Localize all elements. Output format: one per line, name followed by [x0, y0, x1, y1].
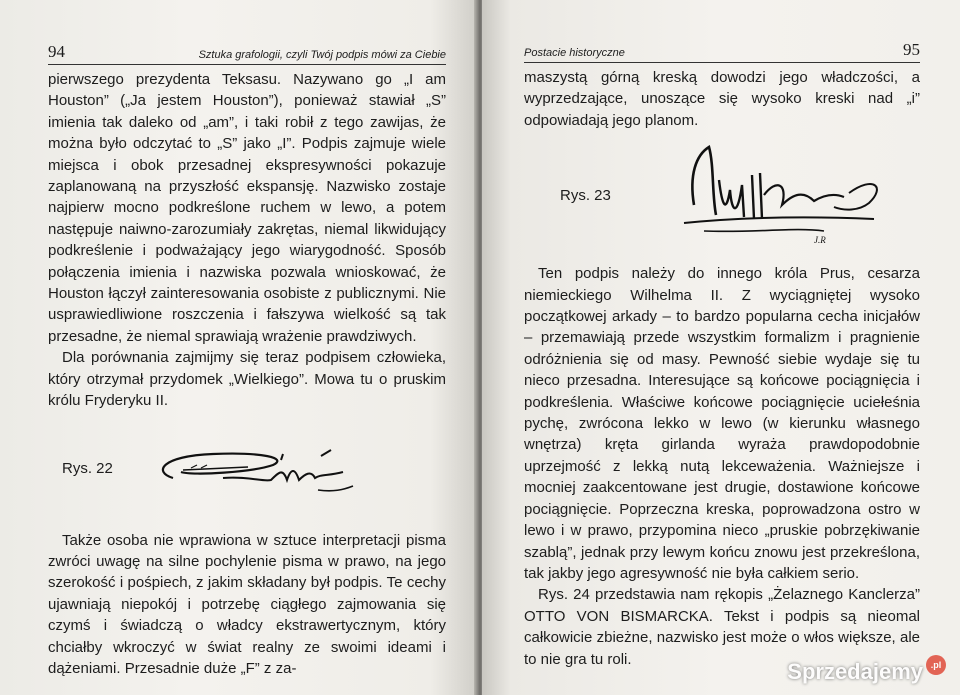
page-number: 95: [903, 40, 920, 59]
body-paragraph: pierwszego prezydenta Teksasu. Nazywano go „I am Houston” („Ja jestem Houston”), ponieważ stawiał „S” imienia tak daleko od „am”, i taki robił z tego zawijas, że można było odczytać to „S” jako „I”. Podpis zajmuje wiele miejsca i obok przesadnej ekspresywności pokazuje zaplanowaną na przyszłość ekspansję. Nazwisko zostaje najpierw mocno podkreślone ruchem w lewo, a potem następuje naiwno-zarozumiały zakrętas, niemal likwidujący podkreślenie i podważający jego wiarygodność. Sposób połączenia imienia i nazwiska pozwala wnioskować, że Houston łączył zainteresowania osobiste z publicznymi. Nie usprawiedliwione roszczenia i fałszywa wielkość są tak przesadne, że niemal sprawiają wrażenie prawdziwych.: [48, 71, 446, 345]
body-paragraph: Ten podpis należy do innego króla Prus, cesarza niemieckiego Wilhelma II. Z wyciągniętej wysoko początkowej arkady – to bardzo popularna cecha inicjałów – przemawiają przede wszystkim formalizm i pragnienie odróżnienia się od masy. Pewność siebie wydaje się tu nieco przesadna. Interesujące są końcowe pociągnięcia i podkreślenia. Właściwe końcowe pociągnięcie uciełeśnia pychę, zwrócona lekko w lewo (w kierunku własnego wnętrza) kręta girlanda wyraża prawdopodobnie uprzejmość z lekką nutą lekceważenia. Ważniejsze i mocniej zaakcentowane jest drugie, dostawione końcowe pociągnięcie. Poprzeczna kreska, poprowadzona ostro w lewo i w prawo, przypomina nieco „pruskie pobrzękiwanie szablą”, jednak przy lewym końcu znowu jest przekreślona, tak jakby jego agresywność nie była całkiem serio.: [524, 265, 920, 582]
signature-frederick-ii-image: [153, 420, 363, 515]
watermark-text: Sprzedajemy: [787, 659, 923, 684]
signature-wilhelm-ii-image: [664, 135, 894, 255]
running-head: Sztuka grafologii, czyli Twój podpis mówi za Ciebie: [198, 49, 446, 61]
right-page-header: [524, 40, 920, 63]
page-number: 94: [48, 42, 65, 61]
body-paragraph: Także osoba nie wprawiona w sztuce interpretacji pisma zwróci uwagę na silne pochylenie pisma w prawo, na jego szerokość i pośpiech, z jakim składany był podpis. Te cechy ujawniają niepokój i potrzebę ciągłego zajmowania się czymś i świadczą o władcy ekstrawertycznym, który chciałby wkroczyć w świat realny ze swoimi ideami i dążeniami. Przesadnie duże „F” z za-: [48, 531, 446, 677]
running-head: Postacie historyczne: [524, 47, 625, 59]
left-page: [0, 0, 478, 695]
left-page-header: [48, 42, 446, 65]
figure-caption: Rys. 23: [560, 187, 611, 205]
figure-rys-23: [524, 131, 920, 263]
figure-rys-22: [48, 412, 446, 530]
watermark-badge: .pl: [926, 655, 946, 675]
body-paragraph: Rys. 24 przedstawia nam rękopis „Żelaznego Kanclerza” OTTO VON BISMARCKA. Tekst i podpis są nieomal całkowicie zbieżne, nazwisko jest może o włos większe, ale to nie gra tu roli.: [524, 586, 920, 668]
body-paragraph: Dla porównania zajmijmy się teraz podpisem człowieka, który otrzymał przydomek „Wielkiego”. Mowa tu o pruskim królu Fryderyku II.: [48, 349, 446, 410]
figure-caption: Rys. 22: [62, 459, 113, 477]
right-page: [482, 0, 960, 695]
svg-text:J.R: J.R: [814, 235, 826, 246]
watermark-logo: [787, 659, 946, 685]
body-paragraph: maszystą górną kreską dowodzi jego władczości, a wyprzedzające, unoszące się wysoko kreski nad „i” odpowiadają jego planom.: [524, 69, 920, 129]
